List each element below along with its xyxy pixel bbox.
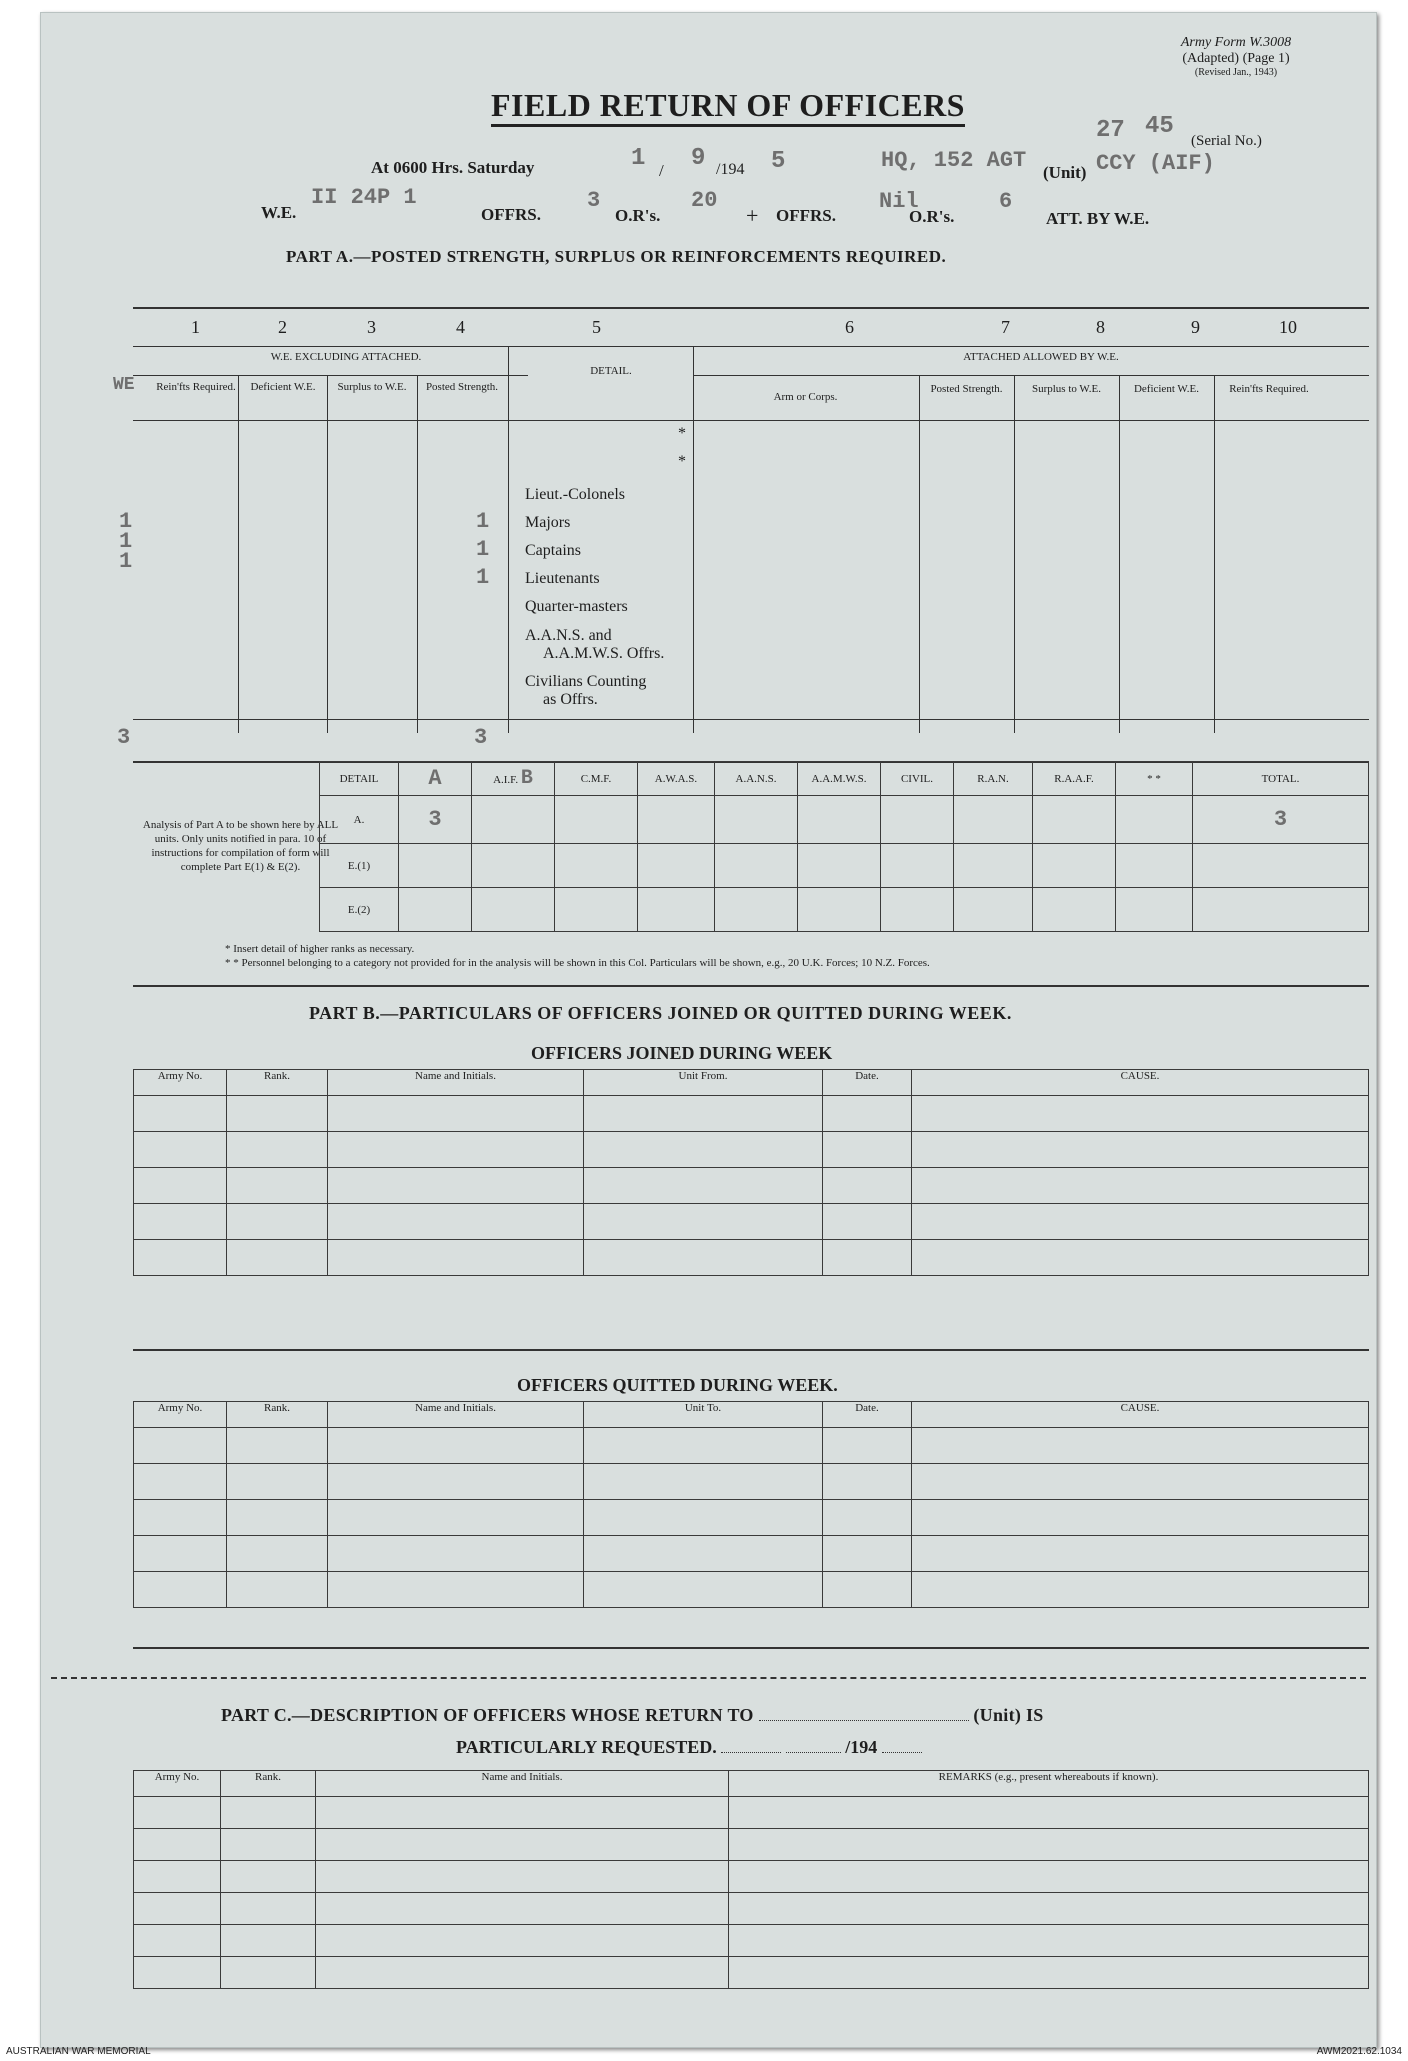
unit-typed-2: CCY (AIF) — [1096, 151, 1215, 176]
table-cell[interactable] — [823, 1572, 912, 1608]
table-cell[interactable] — [729, 1957, 1369, 1989]
star-mark: * — [678, 425, 686, 442]
table-cell[interactable] — [584, 1096, 823, 1132]
table-cell[interactable] — [823, 1096, 912, 1132]
table-cell[interactable] — [134, 1240, 227, 1276]
table-cell[interactable] — [227, 1572, 328, 1608]
we-label: W.E. — [261, 203, 297, 222]
quitted-col-header: Unit To. — [584, 1402, 823, 1428]
table-cell[interactable] — [912, 1536, 1369, 1572]
analysis-header: R.A.N. — [954, 762, 1033, 796]
analysis-header: CIVIL. — [881, 762, 954, 796]
table-cell[interactable] — [912, 1168, 1369, 1204]
part-c-table — [133, 1770, 1369, 1989]
star-mark: * — [678, 453, 686, 470]
plus-sign: + — [746, 203, 759, 228]
table-cell[interactable] — [316, 1861, 729, 1893]
col1-values — [119, 508, 132, 576]
col1-value-major: 1 — [119, 509, 133, 534]
joined-col-header: Name and Initials. — [328, 1070, 584, 1096]
table-cell[interactable] — [912, 1132, 1369, 1168]
table-cell[interactable] — [134, 1925, 221, 1957]
table-cell[interactable] — [221, 1829, 316, 1861]
table-cell[interactable] — [912, 1500, 1369, 1536]
analysis-header: A.W.A.S. — [638, 762, 715, 796]
cut-line — [51, 1677, 1366, 1679]
joined-col-header: Army No. — [134, 1070, 227, 1096]
rank-lieutenant: Lieutenants — [525, 570, 600, 587]
table-cell[interactable] — [134, 1168, 227, 1204]
we-mark: WE — [113, 375, 135, 395]
table-cell[interactable] — [823, 1204, 912, 1240]
table-cell[interactable] — [134, 1957, 221, 1989]
table-cell[interactable] — [584, 1464, 823, 1500]
rank-major: Majors — [525, 514, 571, 531]
subheader-deficient: Deficient W.E. — [250, 381, 316, 393]
army-form-label: Army Form W.3008 — [1180, 35, 1292, 50]
col-number: 8 — [1096, 317, 1105, 337]
day-value: 1 — [631, 145, 646, 172]
analysis-header: C.M.F. — [555, 762, 638, 796]
table-cell[interactable] — [584, 1536, 823, 1572]
col-number: 5 — [592, 317, 601, 337]
table-cell[interactable] — [328, 1132, 584, 1168]
form-sheet: Army Form W.3008 (Adapted) (Page 1) (Revised Jan., 1943) 27 45 (Serial No.) FIELD RETURN OF OFFICERS At 0600 Hrs. Saturday 1 / 9 /194 5 HQ, 152 AGT (Unit) CCY (AIF) W.E. II 24P 1 OFFRS. 3 O.R's. 20 + OFFRS. Nil O.R's. 6 ATT. BY W.E. PART A.—POSTED STRENGTH, SURPLUS OR REINFORCEMENTS REQUIRED. 1 2 3 4 5 6 7 8 9 10 W.E. EXCLUDING ATTACHED. ATTACHED ALLOWED BY W.E. WE Rein'fts Required. Deficient W.E. Surplus to W.E. Posted Strength. DETAIL. Arm or Corps. Posted Strength. Surplus to W.E. Deficient W.E. Rein'fts Required. * * Lieut.-Colonels Majors Captains Lieutenants Quarter-masters A.A.N.S. and A.A.M.W.S. Offrs. Civilians Counting as Offrs. 1 1 1 1 1 1 3 3 Analysis of Part A to be shown here by ALL units. Only units notified in para. 10 of instructions for compilation of form will complete Part E(1) & E(2). DETAIL A A.I.F. B C.M.F. A.W.A.S. A.A.N.S. A.A.M.W.S. CIVIL. R.A.N. R.A.A.F. * * TOTAL. A. 3 3 E.(1) E.(2) * Insert detail of higher ranks as necessary. * * Personnel belonging to a category not provided for in the analysis will be shown in this Col. Particulars will be shown, e.g., 20 U.K. Forces; 10 N.Z. Forces. PART B.—PARTICULARS OF OFFICERS JOINED OR QUITTED DURING WEEK. OFFICERS JOINED DURING WEEK Army No. Rank. Name and Initials. Unit From. Date. CAUSE. OFFICERS QUITTED DURING WEEK. Army No. Rank. Name and Initials. Unit To. Date. CAUSE. PART C.—DESCRIPTION OF OFFICERS WHOSE RETURN TO (Unit) IS PARTICULARLY REQUESTED. /194 Army No. Rank. Name and Initials. REMARKS (e.g., present whereabouts if known). — [40, 12, 1377, 2048]
table-cell[interactable] — [729, 1829, 1369, 1861]
col-number: 9 — [1191, 317, 1200, 337]
part-c-requested: PARTICULARLY REQUESTED. — [456, 1737, 717, 1757]
joined-col-header: CAUSE. — [912, 1070, 1369, 1096]
table-cell[interactable] — [134, 1861, 221, 1893]
table-cell[interactable] — [328, 1572, 584, 1608]
ors2-value: 6 — [999, 189, 1013, 214]
we-value: II 24P 1 — [311, 185, 417, 210]
analysis-a-total: 3 — [1273, 807, 1288, 832]
table-cell[interactable] — [316, 1829, 729, 1861]
subheader-posted: Posted Strength. — [425, 381, 499, 393]
col4-value-major: 1 — [476, 509, 490, 534]
analysis-row-label: E.(1) — [320, 844, 399, 888]
column-numbers — [133, 309, 1369, 347]
rank-qm: Quarter-masters — [525, 598, 628, 615]
subheader-att-deficient: Deficient W.E. — [1133, 383, 1200, 395]
table-cell[interactable] — [823, 1168, 912, 1204]
joined-col-header: Date. — [823, 1070, 912, 1096]
table-cell[interactable] — [227, 1464, 328, 1500]
table-cell[interactable] — [912, 1240, 1369, 1276]
subheader-surplus: Surplus to W.E. — [337, 381, 407, 393]
table-cell[interactable] — [729, 1925, 1369, 1957]
part-c-heading-text: PART C.—DESCRIPTION OF OFFICERS WHOSE RETURN TO — [221, 1705, 754, 1725]
table-cell[interactable] — [584, 1428, 823, 1464]
analysis-header: TOTAL. — [1193, 762, 1369, 796]
quitted-col-header: CAUSE. — [912, 1402, 1369, 1428]
att-label: ATT. BY W.E. — [1046, 209, 1150, 228]
attached-allowed-header: ATTACHED ALLOWED BY W.E. — [963, 351, 1119, 363]
footer-right: AWM2021.62.1034 — [1316, 2046, 1402, 2057]
table-cell[interactable] — [227, 1132, 328, 1168]
analysis-table — [319, 761, 1369, 932]
analysis-header: DETAIL — [320, 762, 399, 796]
analysis-header: A.A.M.W.S. — [798, 762, 881, 796]
unit-typed: HQ, 152 AGT — [881, 148, 1027, 173]
serial-typed-2: 45 — [1145, 113, 1174, 140]
ors2-label: O.R's. — [909, 207, 955, 226]
col4-value-lieutenant: 1 — [476, 565, 490, 590]
table-cell[interactable] — [134, 1428, 227, 1464]
subheader-arm: Arm or Corps. — [773, 391, 838, 403]
table-cell[interactable] — [729, 1861, 1369, 1893]
quitted-col-header: Army No. — [134, 1402, 227, 1428]
table-cell[interactable] — [912, 1204, 1369, 1240]
col4-values — [476, 508, 489, 592]
quitted-heading: OFFICERS QUITTED DURING WEEK. — [517, 1375, 838, 1395]
ors-label: O.R's. — [615, 206, 661, 225]
form-title: FIELD RETURN OF OFFICERS — [491, 88, 965, 127]
col-number: 4 — [456, 317, 465, 337]
subheader-att-reinfts: Rein'fts Required. — [1229, 383, 1309, 395]
table-cell[interactable] — [227, 1168, 328, 1204]
table-cell[interactable] — [227, 1096, 328, 1132]
quitted-col-header: Rank. — [227, 1402, 328, 1428]
offrs-label: OFFRS. — [481, 205, 541, 224]
analysis-header: R.A.A.F. — [1033, 762, 1116, 796]
offrs2-value: Nil — [879, 189, 919, 214]
col1-value-captain: 1 — [119, 529, 133, 554]
col-number: 1 — [191, 317, 200, 337]
offrs-value: 3 — [587, 188, 601, 213]
table-cell[interactable] — [227, 1536, 328, 1572]
form-number-block — [1116, 35, 1356, 78]
part-c-heading-1 — [221, 1705, 1044, 1726]
table-cell[interactable] — [134, 1096, 227, 1132]
part-c-col-header: Army No. — [134, 1771, 221, 1797]
rank-lt-col: Lieut.-Colonels — [525, 486, 625, 503]
joined-col-header: Unit From. — [584, 1070, 823, 1096]
table-cell[interactable] — [134, 1132, 227, 1168]
serial-label: (Serial No.) — [1191, 133, 1262, 149]
table-cell[interactable] — [227, 1204, 328, 1240]
table-cell[interactable] — [328, 1536, 584, 1572]
table-cell[interactable] — [227, 1428, 328, 1464]
we-excluding-header: W.E. EXCLUDING ATTACHED. — [270, 351, 422, 363]
offrs2-label: OFFRS. — [776, 206, 836, 225]
joined-heading: OFFICERS JOINED DURING WEEK — [531, 1043, 833, 1063]
part-c-heading-2 — [456, 1737, 922, 1758]
subheader-reinfts: Rein'fts Required. — [156, 381, 236, 393]
table-cell[interactable] — [134, 1500, 227, 1536]
table-cell[interactable] — [823, 1240, 912, 1276]
table-cell[interactable] — [823, 1536, 912, 1572]
footnote-1: * Insert detail of higher ranks as necessary. — [225, 943, 415, 955]
rank-list — [525, 481, 664, 709]
rank-captain: Captains — [525, 542, 581, 559]
part-b-heading: PART B.—PARTICULARS OF OFFICERS JOINED OR QUITTED DURING WEEK. — [309, 1003, 1012, 1023]
table-cell[interactable] — [584, 1572, 823, 1608]
table-cell[interactable] — [584, 1500, 823, 1536]
part-c-year: /194 — [845, 1737, 878, 1757]
quitted-col-header: Date. — [823, 1402, 912, 1428]
subheader-att-posted: Posted Strength. — [930, 383, 1003, 395]
col4-value-captain: 1 — [476, 537, 490, 562]
table-cell[interactable] — [328, 1204, 584, 1240]
table-cell[interactable] — [316, 1893, 729, 1925]
col-number: 3 — [367, 317, 376, 337]
table-cell[interactable] — [912, 1572, 1369, 1608]
table-cell[interactable] — [134, 1572, 227, 1608]
month-value: 9 — [691, 145, 706, 172]
footer-left: AUSTRALIAN WAR MEMORIAL — [6, 2046, 151, 2057]
table-cell[interactable] — [134, 1464, 227, 1500]
at-label: At 0600 Hrs. Saturday — [371, 158, 535, 177]
joined-col-header: Rank. — [227, 1070, 328, 1096]
table-cell[interactable] — [227, 1500, 328, 1536]
col-number: 6 — [845, 317, 854, 337]
rank-aamws: A.A.M.W.S. Offrs. — [543, 645, 665, 662]
part-a-heading: PART A.—POSTED STRENGTH, SURPLUS OR REINFORCEMENTS REQUIRED. — [286, 247, 947, 266]
table-cell[interactable] — [134, 1204, 227, 1240]
analysis-row-label: A. — [320, 796, 399, 844]
analysis-row-label: E.(2) — [320, 888, 399, 932]
joined-table — [133, 1069, 1369, 1276]
table-cell[interactable] — [328, 1168, 584, 1204]
table-cell[interactable] — [584, 1240, 823, 1276]
part-c-col-header: REMARKS (e.g., present whereabouts if known). — [729, 1771, 1369, 1797]
table-cell[interactable] — [584, 1132, 823, 1168]
unit-label: (Unit) — [1043, 163, 1087, 182]
footnote-2: * * Personnel belonging to a category not provided for in the analysis will be shown in this Col. Particulars will be shown, e.g., 20 U.K. Forces; 10 N.Z. Forces. — [225, 957, 930, 969]
table-cell[interactable] — [328, 1096, 584, 1132]
table-cell[interactable] — [729, 1893, 1369, 1925]
part-c-col-header: Rank. — [221, 1771, 316, 1797]
subheader-detail: DETAIL. — [590, 365, 632, 377]
analysis-header: A.A.N.S. — [715, 762, 798, 796]
table-cell[interactable] — [912, 1428, 1369, 1464]
analysis-header: A.I.F. — [493, 774, 519, 786]
table-cell[interactable] — [134, 1893, 221, 1925]
table-cell[interactable] — [912, 1464, 1369, 1500]
table-cell[interactable] — [134, 1829, 221, 1861]
analysis-note: Analysis of Part A to be shown here by ALL units. Only units notified in para. 10 of instructions for compilation of form will complete Part E(1) & E(2). — [142, 819, 339, 873]
table-cell[interactable] — [584, 1204, 823, 1240]
table-cell[interactable] — [134, 1536, 227, 1572]
adapted-label: (Adapted) (Page 1) — [1182, 51, 1290, 66]
subheader-att-surplus: Surplus to W.E. — [1031, 383, 1102, 395]
analysis-a-aif: 3 — [428, 807, 442, 832]
col-number: 10 — [1279, 317, 1297, 337]
revised-label: (Revised Jan., 1943) — [1194, 67, 1278, 78]
part-c-unit-label: (Unit) IS — [973, 1705, 1044, 1725]
table-cell[interactable] — [134, 1797, 221, 1829]
table-cell[interactable] — [221, 1893, 316, 1925]
table-cell[interactable] — [729, 1797, 1369, 1829]
table-cell[interactable] — [584, 1168, 823, 1204]
col1-total: 3 — [117, 725, 131, 750]
table-cell[interactable] — [823, 1428, 912, 1464]
table-cell[interactable] — [221, 1957, 316, 1989]
table-cell[interactable] — [328, 1464, 584, 1500]
table-cell[interactable] — [221, 1925, 316, 1957]
year-prefix: /194 — [716, 161, 745, 178]
table-cell[interactable] — [316, 1797, 729, 1829]
rank-civilians-2: as Offrs. — [543, 691, 598, 708]
col-number: 2 — [278, 317, 287, 337]
col1-value-lieutenant: 1 — [119, 549, 133, 574]
ors-value: 20 — [691, 188, 718, 213]
quitted-col-header: Name and Initials. — [328, 1402, 584, 1428]
table-cell[interactable] — [328, 1428, 584, 1464]
table-cell[interactable] — [221, 1861, 316, 1893]
col4-total: 3 — [474, 725, 488, 750]
analysis-header: * * — [1116, 762, 1193, 796]
part-c-col-header: Name and Initials. — [316, 1771, 729, 1797]
table-cell[interactable] — [823, 1464, 912, 1500]
year-digit: 5 — [771, 148, 786, 175]
col-number: 7 — [1001, 317, 1010, 337]
table-cell[interactable] — [912, 1096, 1369, 1132]
table-cell[interactable] — [823, 1500, 912, 1536]
rank-civilians: Civilians Counting — [525, 673, 647, 690]
table-cell[interactable] — [221, 1797, 316, 1829]
typed-a: A — [428, 766, 442, 791]
table-cell[interactable] — [328, 1500, 584, 1536]
typed-b: B — [520, 767, 533, 790]
table-cell[interactable] — [316, 1957, 729, 1989]
table-cell[interactable] — [227, 1240, 328, 1276]
table-cell[interactable] — [328, 1240, 584, 1276]
serial-typed-1: 27 — [1096, 117, 1125, 144]
table-cell[interactable] — [316, 1925, 729, 1957]
table-cell[interactable] — [823, 1132, 912, 1168]
quitted-table — [133, 1401, 1369, 1608]
rank-aans: A.A.N.S. and — [525, 627, 612, 644]
